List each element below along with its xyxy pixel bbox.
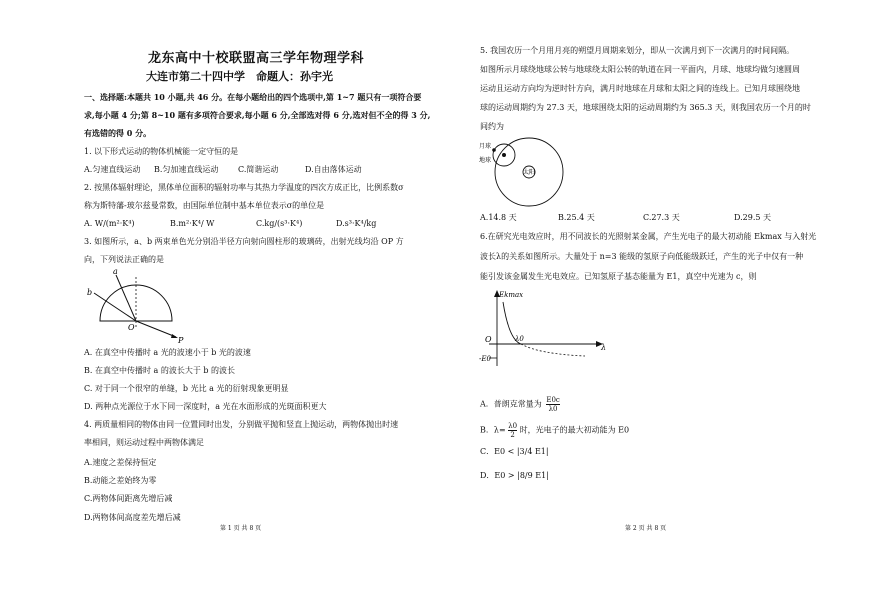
- moon-icon: [492, 148, 496, 152]
- q6-option-b: [480, 422, 629, 439]
- q1-option-c: C.简谐运动: [238, 165, 279, 174]
- arrow-p-icon: [171, 334, 178, 338]
- q6-option-b-numerator: λ0: [508, 422, 518, 430]
- q6-option-b-denominator: 2: [510, 431, 515, 439]
- e0-label: -E0: [479, 355, 491, 363]
- x-axis-label: λ: [601, 343, 607, 352]
- q5-option-d: D.29.5 天: [734, 213, 772, 222]
- q6-option-a-fraction: [546, 396, 559, 413]
- q4-option-d: D.两物体间高度差先增后减: [84, 513, 181, 522]
- q3-stem-line-2: 向，下列说法正确的是: [84, 255, 164, 264]
- exam-title: 龙东高中十校联盟高三学年物理学科: [148, 51, 365, 66]
- page-1-footer: 第 1 页 共 8 页: [220, 525, 262, 532]
- exam-subtitle: 大连市第二十四中学 命题人：孙宇光: [146, 70, 333, 83]
- q2-option-b: B.m²·K⁴/ W: [170, 219, 215, 228]
- label-b: b: [87, 288, 93, 297]
- q6-option-a-denominator: λ0: [548, 405, 558, 413]
- q6-option-a: [480, 396, 560, 413]
- label-earth: 地球: [479, 157, 492, 164]
- q4-stem-line-1: 4. 两质量相同的物体由同一位置同时出发，分别做平抛和竖直上抛运动，两物体抛出时速: [84, 420, 399, 429]
- q6-stem-line-1: 6.在研究光电效应时，用不同波长的光照射某金属，产生光电子的最大初动能 Ekmax 与入射光: [480, 232, 817, 241]
- q5-stem-line-3: 运动且运动方向均为逆时针方向，满月时地球在月球和太阳之间的连线上。已知月球围绕地: [480, 84, 800, 93]
- q4-option-b: B.动能之差始终为零: [84, 476, 157, 485]
- q2-stem-line-1: 2. 按黑体辐射理论，黑体单位面积的辐射功率与其热力学温度的四次方成正比，比例系数σ: [84, 183, 404, 192]
- q2-option-d: D.s³·K⁴/kg: [336, 219, 377, 228]
- q6-stem-line-2: 波长λ的关系如图所示。大量处于 n=3 能级的氢原子向低能级跃迁，产生的光子中仅有一种: [480, 252, 804, 261]
- q3-option-c: C. 对于同一个很窄的单缝，b 光比 a 光的衍射现象更明显: [84, 384, 289, 393]
- q6-option-b-fraction: [508, 422, 517, 439]
- q6-stem-line-3: 能引发该金属发生光电效应。已知氢原子基态能量为 E1，真空中光速为 c，则: [480, 272, 757, 281]
- page-2: [435, 0, 870, 615]
- ek-curve-extension: [521, 344, 585, 356]
- instructions-line-2: 求,每小题 4 分;第 8~10 题有多项符合要求,每小题 6 分,全部选对得 6 分,选对但不全的得 3 分,: [84, 110, 431, 120]
- q5-stem-line-1: 5. 我国农历一个月用月亮的朔望月周期来划分，即从一次满月到下一次满月的时间间隔。: [480, 46, 795, 55]
- q2-stem-line-2: 称为斯特藩-玻尔兹曼常数，由国际单位制中基本单位表示σ的单位是: [84, 201, 325, 210]
- y-axis-label: Ekmax: [499, 291, 524, 299]
- earth-icon: [502, 153, 506, 157]
- instructions-line-3: 有选错的得 0 分。: [84, 128, 152, 138]
- q6-option-d: D．E0 > |8/9 E1|: [480, 471, 549, 480]
- q4-stem-line-2: 率相同，则运动过程中两物体满足: [84, 438, 204, 447]
- label-sun: 太阳: [523, 169, 536, 176]
- q5-option-c: C.27.3 天: [643, 213, 680, 222]
- label-o: O: [128, 323, 135, 332]
- q1-stem: 1. 以下形式运动的物体机械能一定守恒的是: [84, 147, 239, 156]
- q3-option-b: B. 在真空中传播时 a 的波长大于 b 的波长: [84, 366, 236, 375]
- label-a: a: [113, 267, 118, 276]
- q6-option-b-prefix: B．λ=: [480, 425, 506, 435]
- q3-stem-line-1: 3. 如图所示，a、b 两束单色光分别沿半径方向射向圆柱形的玻璃砖，出射光线均沿 OP 方: [84, 237, 404, 246]
- label-p: P: [178, 336, 184, 345]
- instructions-line-1: 一、选择题:本题共 10 小题,共 46 分。在每小题给出的四个选项中,第 1~7 题只有一项符合要: [84, 92, 422, 102]
- q4-option-c: C.两物体间距离先增后减: [84, 494, 173, 503]
- q3-glass-figure: [86, 265, 216, 345]
- q6-option-c: C．E0 < |3/4 E1|: [480, 447, 549, 456]
- q1-option-b: B.匀加速直线运动: [154, 165, 219, 174]
- q6-ek-lambda-graph: [479, 288, 609, 380]
- label-moon: 月球: [479, 143, 492, 150]
- q5-stem-line-4: 球的运动周期约为 27.3 天，地球围绕太阳的运动周期约为 365.3 天，则我国农历一个月的时: [480, 103, 811, 112]
- q5-stem-line-5: 间约为: [480, 122, 504, 131]
- lambda0-label: λ0: [515, 335, 524, 343]
- q2-option-a: A. W/(m²·K⁴): [84, 219, 135, 228]
- q5-option-a: A.14.8 天: [480, 213, 517, 222]
- q6-option-a-numerator: E0c: [546, 396, 560, 404]
- origin-label: O: [485, 335, 492, 344]
- q3-option-d: D. 两种点光源位于水下同一深度时，a 光在水面形成的光斑面积更大: [84, 402, 327, 411]
- q3-option-a: A. 在真空中传播时 a 光的波速小于 b 光的波速: [84, 348, 251, 357]
- q4-option-a: A.速度之差保持恒定: [84, 458, 157, 467]
- q2-option-c: C.kg/(s³·K⁴): [256, 219, 303, 228]
- q1-option-d: D.自由落体运动: [305, 165, 362, 174]
- q1-option-a: A.匀速直线运动: [84, 165, 141, 174]
- q6-option-a-prefix: A．普朗克常量为: [480, 399, 542, 409]
- q6-option-b-suffix: 时，光电子的最大初动能为 E0: [519, 425, 630, 435]
- q5-stem-line-2: 如图所示月球绕地球公转与地球绕太阳公转的轨道在同一平面内，月球、地球均做匀速圆周: [480, 65, 800, 74]
- q5-orbit-figure: [477, 132, 587, 212]
- ray-op: [136, 321, 176, 337]
- q5-option-b: B.25.4 天: [558, 213, 595, 222]
- page-2-footer: 第 2 页 共 8 页: [625, 525, 667, 532]
